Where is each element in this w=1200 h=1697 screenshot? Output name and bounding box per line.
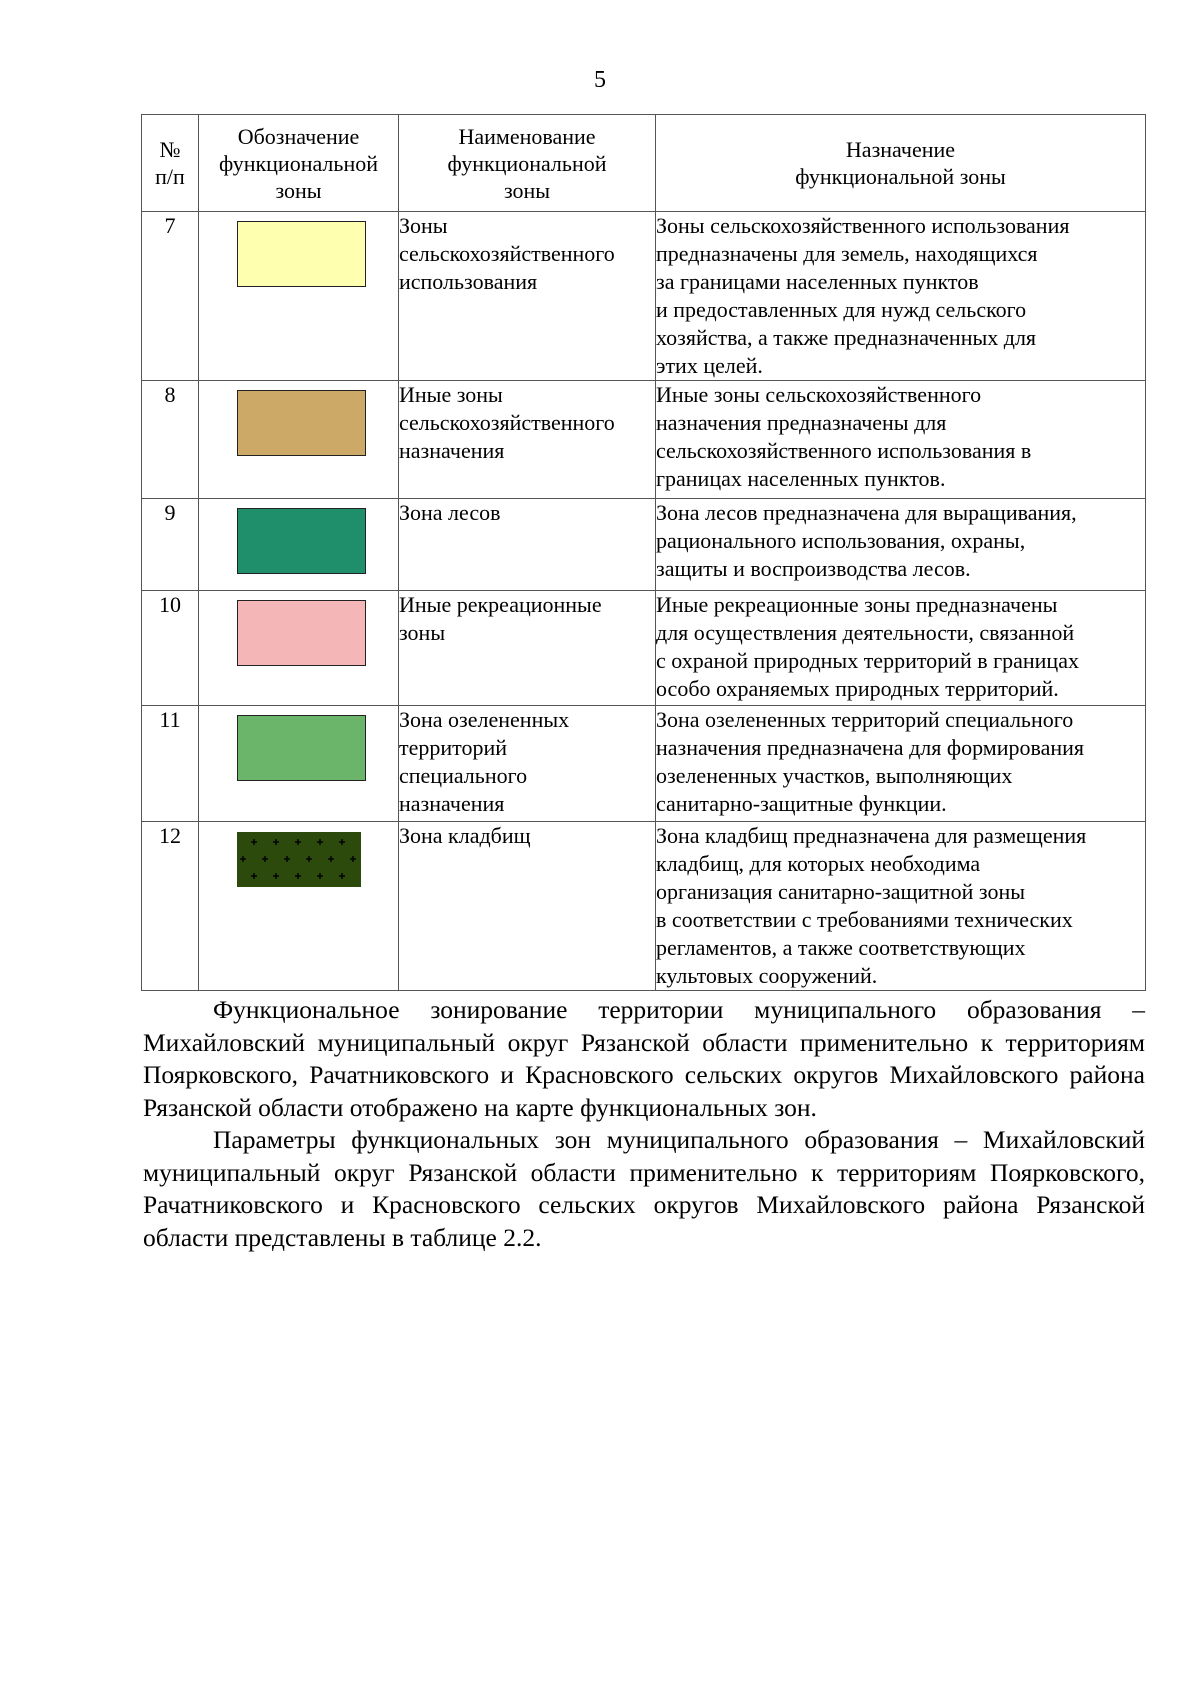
table-row: [142, 706, 1146, 822]
zone-color-swatch: [237, 715, 366, 781]
table-row: [142, 591, 1146, 706]
zone-name: Иные рекреационные зоны: [399, 591, 656, 706]
zone-symbol-cell: [199, 706, 399, 822]
zone-name: Иные зоны сельскохозяйственного назначения: [399, 381, 656, 499]
paragraph-zone-parameters: Параметры функциональных зон муниципального образования – Михайловский муниципальный округ Рязанской области применительно к территориям Поярковского, Рачатниковского и Красновского сельских округов Михайловского района Рязанской области представлены в таблице 2.2.: [143, 1125, 1145, 1252]
zone-color-swatch: [237, 221, 366, 287]
table-row: [142, 212, 1146, 381]
header-number: № п/п: [142, 115, 199, 212]
zone-name: Зона озелененных территорий специального назначения: [399, 706, 656, 822]
header-name: Наименование функциональной зоны: [399, 115, 656, 212]
paragraph-zoning-map: Функциональное зонирование территории муниципального образования – Михайловский муниципальный округ Рязанской области применительно к территориям Поярковского, Рачатниковского и Красновского сельских округов Михайловского района Рязанской области отображено на карте функциональных зон.: [143, 995, 1145, 1122]
zone-purpose: Зоны сельскохозяйственного использования предназначены для земель, находящихся за границами населенных пунктов и предоставленных для нужд сельского хозяйства, а также предназначенных для этих целей.: [656, 212, 1146, 381]
row-number: 10: [142, 591, 199, 706]
zone-symbol-cell: [199, 591, 399, 706]
table-row: [142, 381, 1146, 499]
zone-purpose: Зона кладбищ предназначена для размещения кладбищ, для которых необходима организация санитарно-защитной зоны в соответствии с требованиями технических регламентов, а также соответствующих культовых сооружений.: [656, 822, 1146, 991]
functional-zones-table: [141, 114, 1146, 991]
cemetery-pattern-swatch: [237, 832, 361, 887]
zone-purpose: Иные зоны сельскохозяйственного назначения предназначены для сельскохозяйственного использования в границах населенных пунктов.: [656, 381, 1146, 499]
page-number: 5: [594, 67, 606, 93]
header-symbol: Обозначение функциональной зоны: [199, 115, 399, 212]
row-number: 8: [142, 381, 199, 499]
zone-purpose: Зона лесов предназначена для выращивания, рационального использования, охраны, защиты и воспроизводства лесов.: [656, 499, 1146, 591]
table-row: [142, 822, 1146, 991]
row-number: 12: [142, 822, 199, 991]
zone-symbol-cell: [199, 499, 399, 591]
zone-purpose: Иные рекреационные зоны предназначены для осуществления деятельности, связанной с охраной природных территорий в границах особо охраняемых природных территорий.: [656, 591, 1146, 706]
table-row: [142, 499, 1146, 591]
body-text: [143, 994, 1145, 1254]
row-number: 9: [142, 499, 199, 591]
header-purpose: Назначение функциональной зоны: [656, 115, 1146, 212]
zone-symbol-cell: [199, 381, 399, 499]
zone-name: Зона лесов: [399, 499, 656, 591]
zone-symbol-cell: [199, 822, 399, 991]
zone-color-swatch: [237, 390, 366, 456]
table-header-row: [142, 115, 1146, 212]
zone-purpose: Зона озелененных территорий специального назначения предназначена для формирования озелененных участков, выполняющих санитарно-защитные функции.: [656, 706, 1146, 822]
zone-name: Зоны сельскохозяйственного использования: [399, 212, 656, 381]
row-number: 7: [142, 212, 199, 381]
zone-color-swatch: [237, 508, 366, 574]
cross-pattern-icon: [237, 832, 361, 887]
row-number: 11: [142, 706, 199, 822]
zone-color-swatch: [237, 600, 366, 666]
zone-name: Зона кладбищ: [399, 822, 656, 991]
zone-symbol-cell: [199, 212, 399, 381]
